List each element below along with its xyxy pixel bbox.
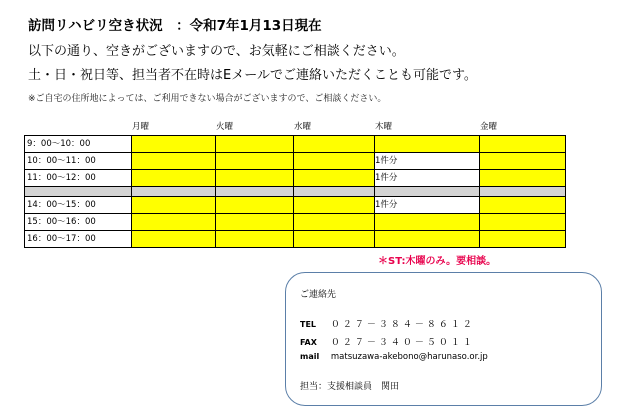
slot-cell — [132, 231, 216, 248]
slot-cell — [216, 214, 294, 231]
slot-cell — [375, 136, 480, 153]
slot-cell — [375, 231, 480, 248]
time-slot: 9：00～10：00 — [25, 136, 132, 153]
slot-cell — [132, 170, 216, 187]
slot-cell — [132, 214, 216, 231]
day-header-fri: 金曜 — [480, 122, 498, 132]
slot-cell — [132, 136, 216, 153]
mail-row — [300, 352, 488, 362]
contact-box — [285, 272, 602, 406]
day-header-mon: 月曜 — [132, 122, 150, 132]
table-row — [25, 197, 566, 214]
slot-cell — [216, 136, 294, 153]
slot-cell — [375, 214, 480, 231]
break-cell — [294, 187, 375, 197]
slot-cell — [132, 153, 216, 170]
time-slot: 10：00～11：00 — [25, 153, 132, 170]
tel-row — [300, 317, 475, 330]
fax-label: FAX — [300, 338, 317, 347]
slot-cell — [294, 170, 375, 187]
slot-cell — [216, 197, 294, 214]
slot-cell: 1件分 — [375, 153, 480, 170]
slot-cell — [480, 136, 566, 153]
page-title: 訪問リハビリ空き状況 ：令和7年1月13日現在 — [28, 18, 322, 34]
table-row — [25, 136, 566, 153]
contact-heading: ご連絡先 — [300, 290, 337, 300]
day-header-thu: 木曜 — [375, 122, 393, 132]
slot-cell — [294, 197, 375, 214]
slot-cell — [294, 153, 375, 170]
time-slot: 15：00～16：00 — [25, 214, 132, 231]
intro-text: 以下の通り、空きがございますので、お気軽にご相談ください。 — [28, 44, 405, 59]
lunch-break-row — [25, 187, 566, 197]
slot-cell — [294, 231, 375, 248]
fax-row — [300, 335, 475, 348]
slot-cell — [480, 197, 566, 214]
table-row — [25, 170, 566, 187]
time-slot: 16：00～17：00 — [25, 231, 132, 248]
break-cell — [25, 187, 132, 197]
table-row — [25, 153, 566, 170]
email-contact-text: 土・日・祝日等、担当者不在時はEメールでご連絡いただくことも可能です。 — [28, 68, 477, 83]
slot-cell — [216, 153, 294, 170]
table-row — [25, 231, 566, 248]
slot-cell — [216, 170, 294, 187]
tel-number[interactable]: ０２７－３８４－８６１２ — [330, 320, 475, 330]
table-row — [25, 214, 566, 231]
slot-cell — [480, 153, 566, 170]
fax-number: ０２７－３４０－５０１１ — [330, 338, 475, 348]
slot-cell — [480, 170, 566, 187]
slot-cell — [294, 136, 375, 153]
mail-label: mail — [300, 352, 320, 361]
email-link[interactable]: matsuzawa-akebono@harunaso.or.jp — [330, 352, 488, 362]
slot-cell — [132, 197, 216, 214]
availability-table — [24, 135, 566, 248]
contact-person: 担当：支援相談員 関田 — [300, 382, 400, 392]
tel-label: TEL — [300, 320, 317, 329]
break-cell — [375, 187, 480, 197]
time-slot: 11：00～12：00 — [25, 170, 132, 187]
break-cell — [132, 187, 216, 197]
time-slot: 14：00～15：00 — [25, 197, 132, 214]
slot-cell — [216, 231, 294, 248]
break-cell — [480, 187, 566, 197]
slot-cell: 1件分 — [375, 170, 480, 187]
slot-cell — [480, 231, 566, 248]
slot-cell: 1件分 — [375, 197, 480, 214]
break-cell — [216, 187, 294, 197]
st-note: ＊ST:木曜のみ。要相談。 — [378, 256, 497, 267]
day-header-tue: 火曜 — [216, 122, 234, 132]
slot-cell — [480, 214, 566, 231]
slot-cell — [294, 214, 375, 231]
address-note: ※ご自宅の住所地によっては、ご利用できない場合がございますので、ご相談ください。 — [28, 94, 387, 104]
day-header-wed: 水曜 — [294, 122, 312, 132]
